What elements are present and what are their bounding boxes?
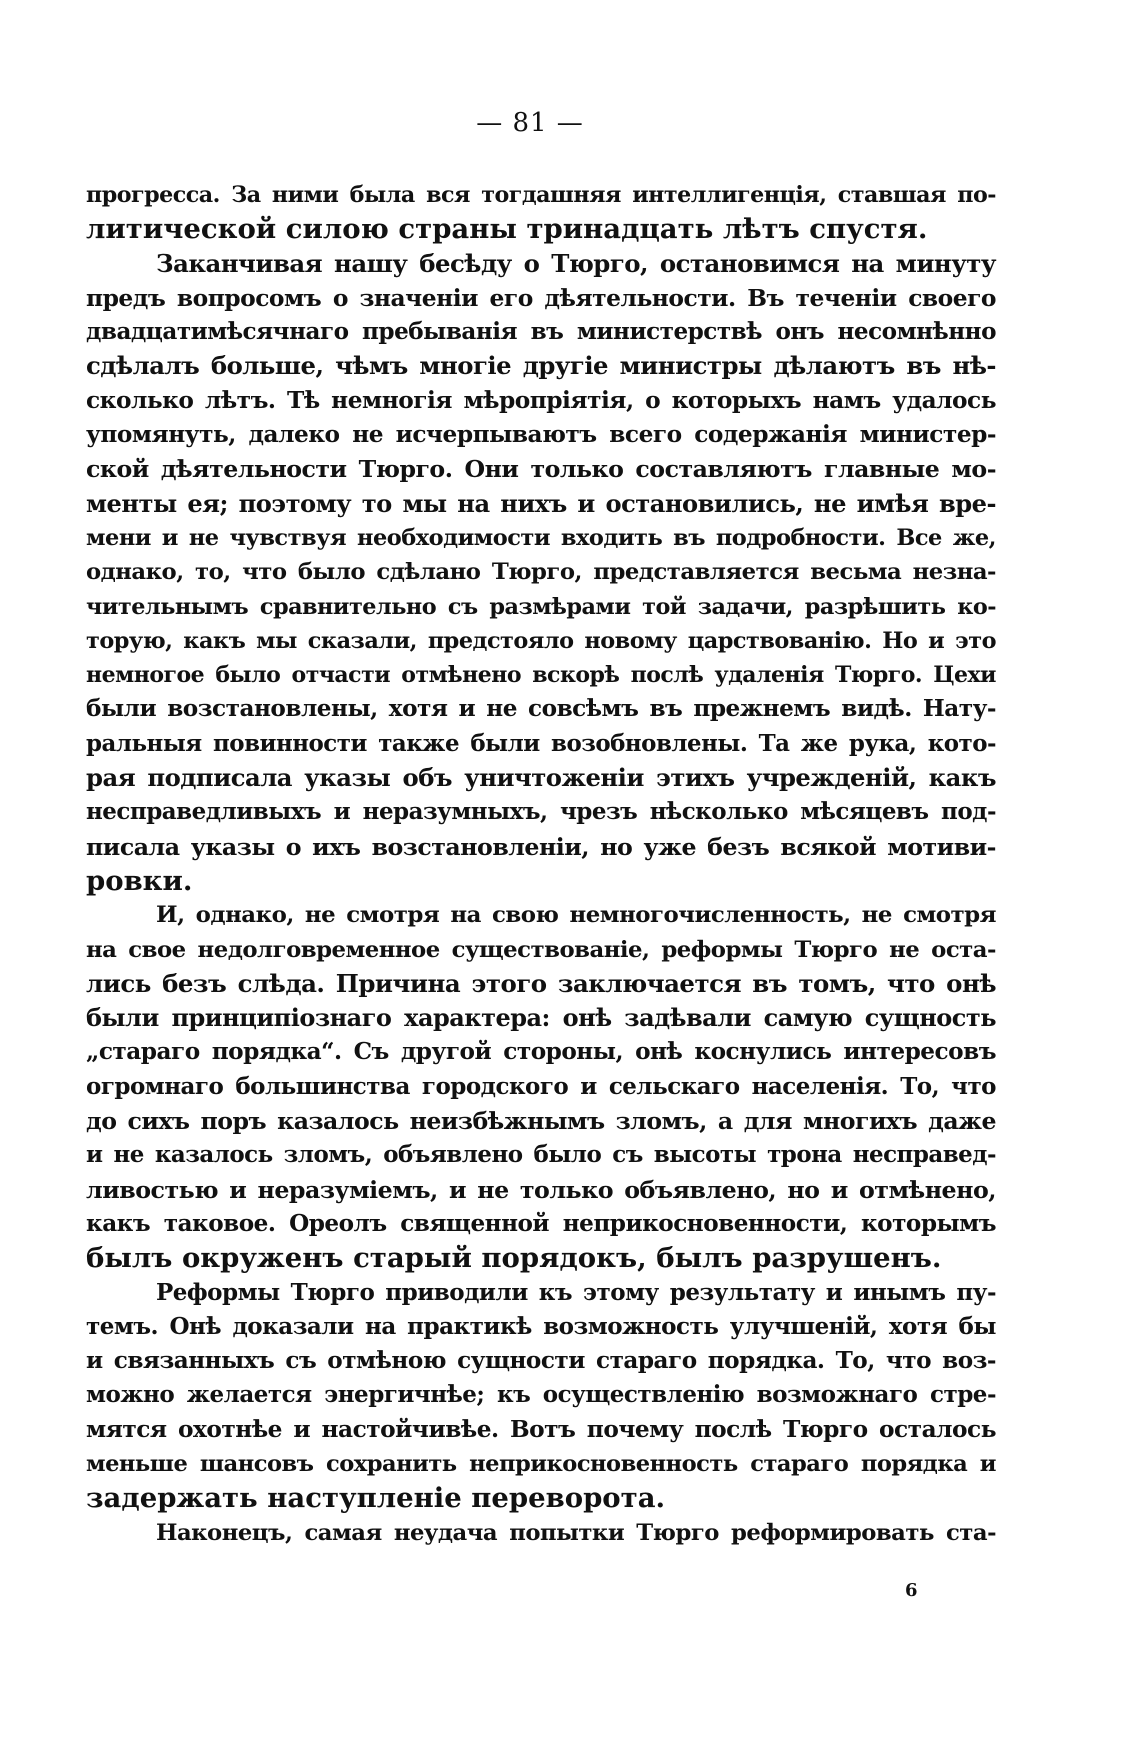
text-line: предъ вопросомъ о значеніи его дѣятельности. Въ теченіи своего — [86, 283, 996, 312]
text-line: лись безъ слѣда. Причина этого заключается въ томъ, что онѣ — [86, 968, 996, 998]
paragraph-3 — [86, 898, 996, 1275]
text-line: какъ таковое. Ореолъ священной неприкосновенности, которымъ — [86, 1209, 996, 1237]
text-line: Наконецъ, самая неудача попытки Тюрго реформировать ста- — [156, 1519, 996, 1546]
paragraph-4 — [86, 1276, 996, 1516]
text-line: были принципіознаго характера: онѣ задѣвали самую сущность — [86, 1003, 996, 1033]
text-line: ральныя повинности также были возобновлены. Та же рука, кото- — [86, 729, 996, 757]
signature-mark: 6 — [905, 1580, 918, 1601]
text-line: менты ея; поэтому то мы на нихъ и остановились, не имѣя вре- — [86, 488, 996, 518]
text-line: и не казалось зломъ, объявлено было съ высоты трона несправед- — [86, 1141, 996, 1169]
text-line: сдѣлалъ больше, чѣмъ многіе другіе министры дѣлаютъ въ нѣ- — [86, 351, 996, 381]
body-text — [86, 178, 996, 1550]
text-line: мятся охотнѣе и настойчивѣе. Вотъ почему послѣ Тюрго осталось — [86, 1415, 996, 1443]
text-line: огромнаго большинства городского и сельскаго населенія. То, что — [86, 1072, 996, 1100]
text-line: чительнымъ сравнительно съ размѣрами той задачи, разрѣшить ко- — [86, 593, 996, 620]
text-line: И, однако, не смотря на свою немногочисленность, не смотря — [156, 902, 996, 929]
text-line: „стараго порядка“. Съ другой стороны, онѣ коснулись интересовъ — [86, 1038, 996, 1066]
text-line: мени и не чувствуя необходимости входить въ подробности. Все же, — [86, 524, 996, 551]
text-line: темъ. Онѣ доказали на практикѣ возможность улучшеній, хотя бы — [86, 1312, 996, 1340]
text-line: рая подписала указы объ уничтоженіи этихъ учрежденій, какъ — [86, 763, 996, 793]
paragraph-1 — [86, 178, 996, 247]
text-line: несправедливыхъ и неразумныхъ, чрезъ нѣсколько мѣсяцевъ под- — [86, 798, 996, 826]
text-line: ровки. — [86, 864, 193, 897]
text-line: Реформы Тюрго приводили къ этому результату и инымъ пу- — [156, 1278, 996, 1306]
text-line: были возстановлены, хотя и не совсѣмъ въ прежнемъ видѣ. Нату- — [86, 695, 996, 723]
text-line: литической силою страны тринадцать лѣтъ спустя. — [86, 213, 928, 246]
text-line: меньше шансовъ сохранить неприкосновенность стараго порядка и — [86, 1450, 996, 1477]
text-line: можно желается энергичнѣе; къ осуществленію возможнаго стре- — [86, 1381, 996, 1409]
text-line: двадцатимѣсячнаго пребыванія въ министерствѣ онъ несомнѣнно — [86, 318, 996, 346]
text-line: былъ окруженъ старый порядокъ, былъ разрушенъ. — [86, 1242, 942, 1275]
text-line: ливостью и неразуміемъ, и не только объявлено, но и отмѣнено, — [86, 1175, 996, 1204]
text-line: немногое было отчасти отмѣнено вскорѣ послѣ удаленія Тюрго. Цехи — [86, 662, 996, 689]
text-line: однако, то, что было сдѣлано Тюрго, представляется весьма незна- — [86, 559, 996, 586]
text-line: прогресса. За ними была вся тогдашняя интеллигенція, ставшая по- — [86, 182, 996, 208]
text-line: писала указы о ихъ возстановленіи, но уже безъ всякой мотиви- — [86, 832, 996, 861]
text-line: и связанныхъ съ отмѣною сущности стараго порядка. То, что воз- — [86, 1347, 996, 1375]
text-line: торую, какъ мы сказали, предстояло новому царствованію. Но и это — [86, 627, 996, 654]
page-number: — 81 — — [476, 108, 584, 138]
text-line: на свое недолговременное существованіе, реформы Тюрго не оста- — [86, 936, 996, 963]
text-line: до сихъ поръ казалось неизбѣжнымъ зломъ, а для многихъ даже — [86, 1107, 996, 1136]
paragraph-2 — [86, 247, 996, 899]
text-line: ской дѣятельности Тюрго. Они только составляютъ главные мо- — [86, 455, 996, 484]
text-line: Заканчивая нашу бесѣду о Тюрго, остановимся на минуту — [156, 248, 996, 278]
paragraph-5 — [86, 1516, 996, 1550]
text-line: сколько лѣтъ. Тѣ немногія мѣропріятія, о которыхъ намъ удалось — [86, 386, 996, 414]
text-line: упомянуть, далеко не исчерпываютъ всего содержанія министер- — [86, 421, 996, 449]
text-line: задержать наступленіе переворота. — [86, 1482, 666, 1515]
